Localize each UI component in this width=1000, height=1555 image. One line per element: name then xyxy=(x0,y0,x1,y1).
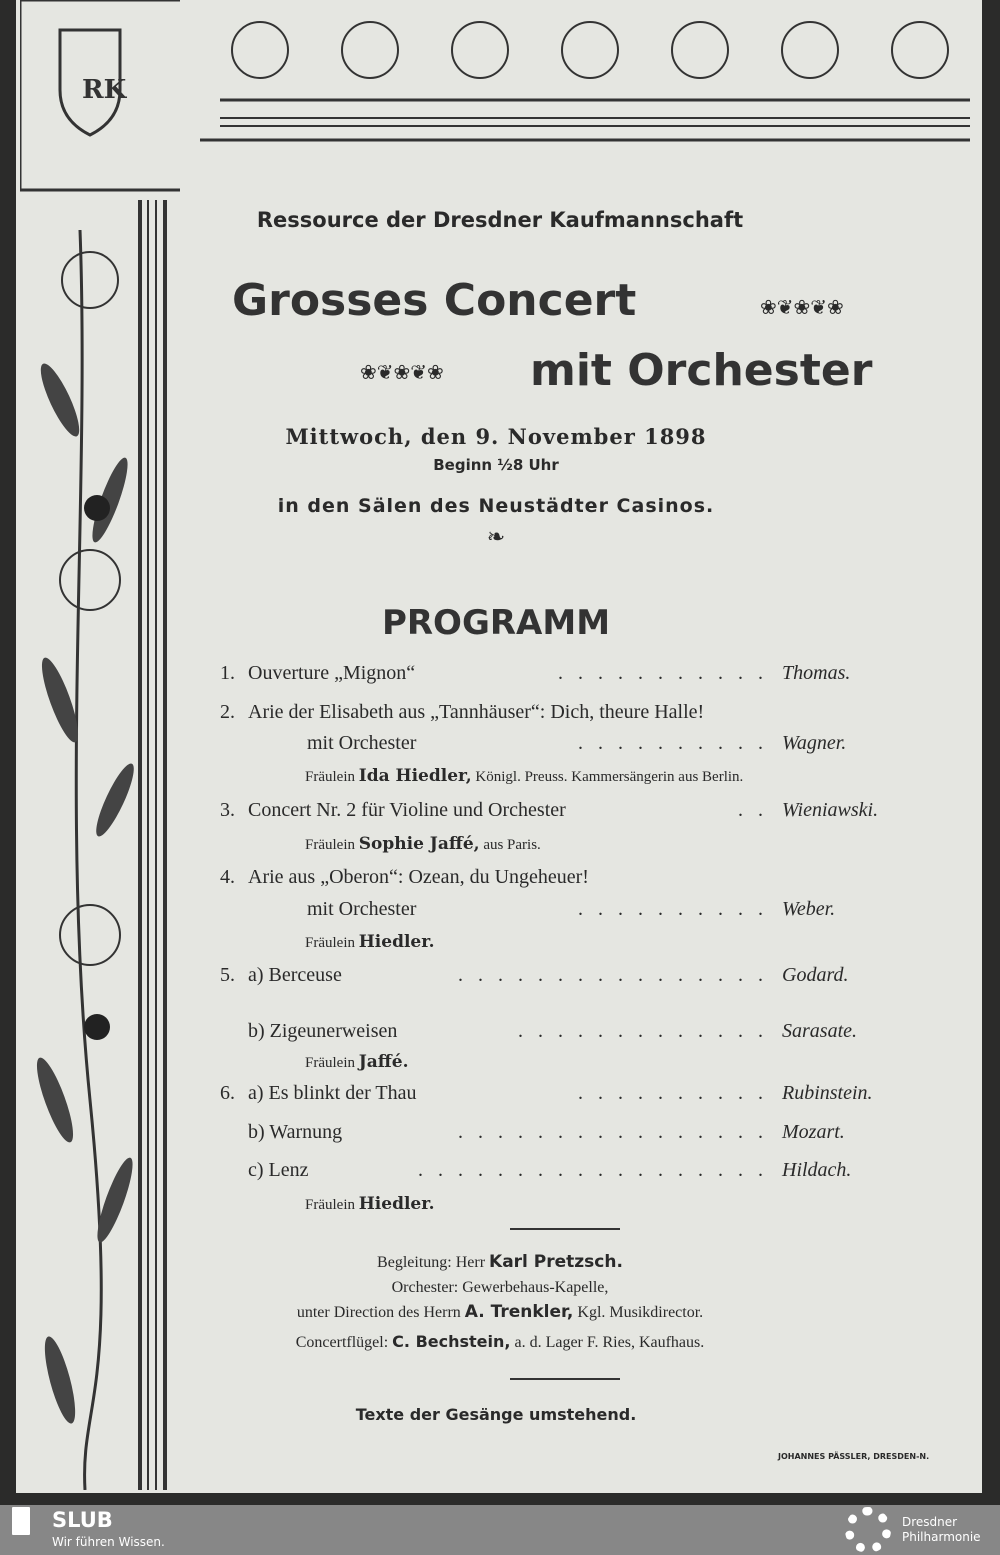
program-item xyxy=(220,898,880,926)
item-number: 4. xyxy=(220,866,235,888)
credit-label: Concertflügel: xyxy=(295,1334,389,1351)
slub-book-icon xyxy=(12,1507,30,1535)
performer-title: Fräulein xyxy=(305,1055,355,1071)
performer-detail: aus Paris. xyxy=(483,837,541,853)
divider-line xyxy=(510,1228,620,1230)
composer-name: Thomas. xyxy=(782,662,851,684)
item-title: mit Orchester xyxy=(307,898,417,920)
title-line-1: Grosses Concert xyxy=(232,275,637,326)
leader-dots: . . . . . . . . . . . . . . . . . . xyxy=(418,1159,768,1181)
philharmonie-logo-line2[interactable]: Philharmonie xyxy=(902,1530,981,1544)
credit-label: unter Direction des Herrn xyxy=(296,1304,461,1321)
orchestra-credit: Orchester: Gewerbehaus-Kapelle, xyxy=(391,1279,609,1296)
footer-bar xyxy=(0,1505,1000,1555)
piano-credit xyxy=(0,1332,1000,1352)
credit-title: Kgl. Musikdirector. xyxy=(577,1304,704,1321)
start-time: Beginn ½8 Uhr xyxy=(433,456,559,474)
performer-name: Hiedler. xyxy=(358,1194,435,1214)
program-item xyxy=(220,1082,880,1110)
society-name: Ressource der Dresdner Kaufmannschaft xyxy=(256,208,744,232)
composer-name: Hildach. xyxy=(782,1159,852,1181)
performer-title: Fräulein xyxy=(305,935,355,951)
programm-heading: PROGRAMM xyxy=(381,603,611,643)
performer-line xyxy=(305,766,743,786)
program-item xyxy=(220,1121,880,1149)
floral-border-top xyxy=(180,0,970,145)
leader-dots: . . xyxy=(738,799,768,821)
concert-date: Mittwoch, den 9. November 1898 xyxy=(285,424,707,449)
title-line-2: mit Orchester xyxy=(530,345,873,396)
performer-title: Fräulein xyxy=(305,769,355,785)
item-number: 5. xyxy=(220,964,235,986)
performer-name: Hiedler. xyxy=(358,932,435,952)
divider-ornament: ❧ xyxy=(486,525,506,550)
accompanist-name: Karl Pretzsch. xyxy=(489,1252,623,1272)
venue: in den Sälen des Neustädter Casinos. xyxy=(277,495,715,517)
divider-line xyxy=(510,1378,620,1380)
leader-dots: . . . . . . . . . . xyxy=(578,732,768,754)
leader-dots: . . . . . . . . . . . . . . . . xyxy=(458,964,768,986)
item-title: c) Lenz xyxy=(248,1159,309,1181)
program-item xyxy=(220,1020,880,1048)
program-item xyxy=(220,662,880,690)
program-item xyxy=(220,866,880,894)
printer-credit: JOHANNES PÄSSLER, DRESDEN-N. xyxy=(778,1452,930,1461)
performer-title: Fräulein xyxy=(305,1197,355,1213)
performer-name: Jaffé. xyxy=(358,1052,409,1072)
item-title: Arie aus „Oberon“: Ozean, du Ungeheuer! xyxy=(248,866,589,888)
direction-credit xyxy=(0,1302,1000,1322)
performer-title: Fräulein xyxy=(305,837,355,853)
item-number: 3. xyxy=(220,799,235,821)
item-title: Concert Nr. 2 für Violine und Orchester xyxy=(248,799,566,821)
composer-name: Wagner. xyxy=(782,732,847,754)
leader-dots: . . . . . . . . . . . . . . . . xyxy=(458,1121,768,1143)
performer-line xyxy=(305,1194,435,1214)
composer-name: Rubinstein. xyxy=(782,1082,873,1104)
leader-dots: . . . . . . . . . . xyxy=(578,1082,768,1104)
item-title: a) Es blinkt der Thau xyxy=(248,1082,417,1104)
program-item xyxy=(220,1159,880,1187)
credit-label: Begleitung: Herr xyxy=(377,1254,486,1271)
item-title: b) Zigeunerweisen xyxy=(248,1020,398,1042)
item-title: Arie der Elisabeth aus „Tannhäuser“: Dich, theure Halle! xyxy=(248,701,705,723)
program-item xyxy=(220,964,880,992)
program-item xyxy=(220,732,880,760)
philharmonie-logo-line1[interactable]: Dresdner xyxy=(902,1515,958,1529)
vine-ornament: ❀❦❀❦❀ xyxy=(360,360,444,384)
performer-name: Ida Hiedler, xyxy=(358,766,472,786)
texts-note: Texte der Gesänge umstehend. xyxy=(355,1405,637,1424)
performer-line xyxy=(305,834,541,854)
vine-ornament: ❀❦❀❦❀ xyxy=(760,295,844,319)
leader-dots: . . . . . . . . . . . . . xyxy=(518,1020,768,1042)
director-name: A. Trenkler, xyxy=(464,1302,574,1322)
slub-logo[interactable]: SLUB xyxy=(52,1508,113,1532)
item-title: b) Warnung xyxy=(248,1121,343,1143)
performer-line xyxy=(305,932,435,952)
accompaniment-credit xyxy=(0,1252,1000,1272)
composer-name: Wieniawski. xyxy=(782,799,879,821)
item-number: 6. xyxy=(220,1082,235,1104)
credit-detail: a. d. Lager F. Ries, Kaufhaus. xyxy=(514,1334,705,1351)
item-title: Ouverture „Mignon“ xyxy=(248,662,416,684)
piano-maker: C. Bechstein, xyxy=(392,1332,511,1351)
performer-name: Sophie Jaffé, xyxy=(358,834,480,854)
program-item xyxy=(220,799,880,827)
leader-dots: . . . . . . . . . . . xyxy=(558,662,768,684)
item-number: 2. xyxy=(220,701,235,723)
leader-dots: . . . . . . . . . . xyxy=(578,898,768,920)
composer-name: Mozart. xyxy=(782,1121,845,1143)
item-number: 1. xyxy=(220,662,235,684)
philharmonie-sun-icon xyxy=(845,1507,891,1553)
composer-name: Weber. xyxy=(782,898,836,920)
performer-line xyxy=(305,1052,409,1072)
slub-tagline: Wir führen Wissen. xyxy=(52,1535,165,1549)
performer-detail: Königl. Preuss. Kammersängerin aus Berlin. xyxy=(475,769,744,785)
item-title: a) Berceuse xyxy=(248,964,342,986)
item-title: mit Orchester xyxy=(307,732,417,754)
monogram-crest: RK xyxy=(82,75,127,105)
program-item xyxy=(220,701,880,729)
composer-name: Sarasate. xyxy=(782,1020,857,1042)
composer-name: Godard. xyxy=(782,964,849,986)
